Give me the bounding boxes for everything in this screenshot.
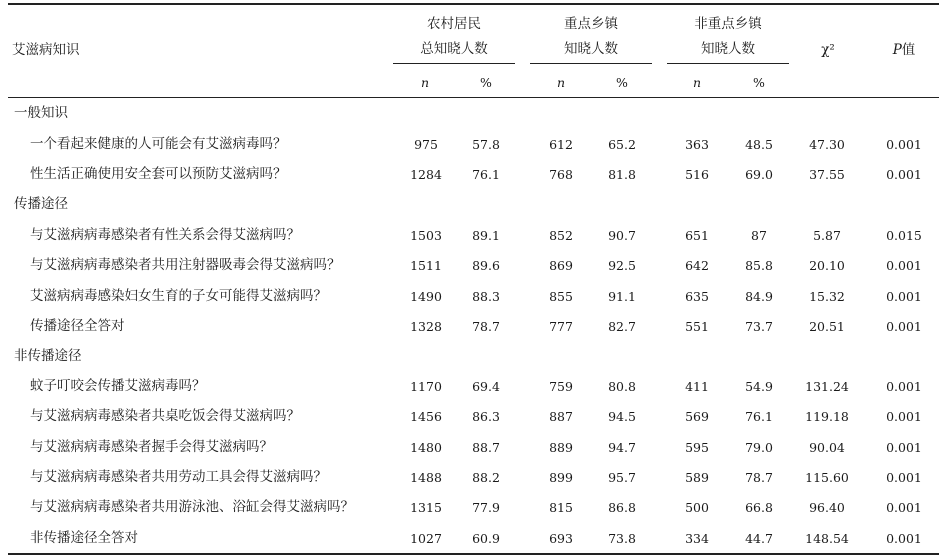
cell-p2: 95.7	[608, 470, 636, 485]
cell-p2: 90.7	[608, 228, 636, 243]
cell-chi2: 115.60	[805, 470, 849, 485]
cell-chi2: 90.04	[809, 440, 845, 455]
cell-p2: 81.8	[608, 167, 636, 182]
cell-p1: 88.3	[472, 289, 500, 304]
group-rule-rural	[393, 63, 515, 64]
cell-n1: 1511	[410, 258, 442, 273]
section-title: 非传播途径	[14, 348, 82, 364]
cell-n2: 777	[549, 319, 573, 334]
cell-n3: 569	[685, 409, 709, 424]
cell-p3: 69.0	[745, 167, 773, 182]
cell-p: 0.001	[886, 319, 922, 334]
cell-n2: 612	[549, 137, 573, 152]
cell-n1: 975	[414, 137, 438, 152]
cell-n1: 1456	[410, 409, 442, 424]
cell-p: 0.001	[886, 470, 922, 485]
cell-p: 0.015	[886, 228, 922, 243]
header-group-key-line1: 重点乡镇	[564, 16, 618, 32]
cell-p: 0.001	[886, 258, 922, 273]
table-row-label: 与艾滋病病毒感染者握手会得艾滋病吗？	[30, 439, 273, 455]
cell-p2: 80.8	[608, 379, 636, 394]
cell-p: 0.001	[886, 409, 922, 424]
top-rule	[8, 3, 939, 5]
cell-p1: 89.1	[472, 228, 500, 243]
table-row-label: 性生活正确使用安全套可以预防艾滋病吗？	[30, 166, 287, 182]
group-rule-nonkey	[667, 63, 789, 64]
cell-p1: 78.7	[472, 319, 500, 334]
cell-p2: 94.7	[608, 440, 636, 455]
table-row-label: 与艾滋病病毒感染者共桌吃饭会得艾滋病吗？	[30, 408, 300, 424]
header-chi2: χ²	[821, 42, 835, 58]
section-title: 一般知识	[14, 105, 68, 121]
subheader-pct-nonkey: %	[753, 75, 765, 90]
cell-p2: 94.5	[608, 409, 636, 424]
cell-n2: 815	[549, 500, 573, 515]
cell-p3: 78.7	[745, 470, 773, 485]
cell-chi2: 96.40	[809, 500, 845, 515]
cell-p: 0.001	[886, 531, 922, 546]
cell-chi2: 5.87	[813, 228, 841, 243]
cell-p: 0.001	[886, 440, 922, 455]
cell-n2: 768	[549, 167, 573, 182]
cell-p3: 85.8	[745, 258, 773, 273]
cell-n2: 855	[549, 289, 573, 304]
cell-n3: 516	[685, 167, 709, 182]
subheader-n-key: n	[556, 75, 566, 90]
header-group-rural-line2: 总知晓人数	[420, 41, 488, 57]
cell-p2: 92.5	[608, 258, 636, 273]
cell-p2: 82.7	[608, 319, 636, 334]
cell-n3: 551	[685, 319, 709, 334]
cell-chi2: 15.32	[809, 289, 845, 304]
header-p-italic: P	[892, 42, 902, 58]
cell-p: 0.001	[886, 167, 922, 182]
table-row-label: 与艾滋病病毒感染者有性关系会得艾滋病吗？	[30, 227, 300, 243]
cell-n1: 1315	[410, 500, 442, 515]
cell-p2: 91.1	[608, 289, 636, 304]
cell-chi2: 47.30	[809, 137, 845, 152]
cell-n1: 1027	[410, 531, 442, 546]
cell-n3: 642	[685, 258, 709, 273]
cell-p1: 57.8	[472, 137, 500, 152]
cell-p1: 76.1	[472, 167, 500, 182]
cell-p: 0.001	[886, 289, 922, 304]
cell-chi2: 131.24	[805, 379, 849, 394]
cell-p: 0.001	[886, 379, 922, 394]
cell-p3: 54.9	[745, 379, 773, 394]
cell-p1: 60.9	[472, 531, 500, 546]
cell-n2: 899	[549, 470, 573, 485]
cell-p1: 86.3	[472, 409, 500, 424]
cell-n2: 887	[549, 409, 573, 424]
cell-n3: 500	[685, 500, 709, 515]
cell-p1: 88.2	[472, 470, 500, 485]
cell-chi2: 119.18	[805, 409, 849, 424]
cell-chi2: 148.54	[805, 531, 849, 546]
cell-n3: 363	[685, 137, 709, 152]
subheader-n-nonkey: n	[692, 75, 702, 90]
bottom-rule	[8, 553, 939, 555]
header-p-value	[874, 38, 934, 62]
cell-p1: 88.7	[472, 440, 500, 455]
cell-chi2: 20.51	[809, 319, 845, 334]
table-row-label: 与艾滋病病毒感染者共用游泳池、浴缸会得艾滋病吗？	[30, 499, 354, 515]
cell-p3: 79.0	[745, 440, 773, 455]
cell-p3: 44.7	[745, 531, 773, 546]
subheader-pct-rural: %	[480, 75, 492, 90]
header-p-suffix: 值	[901, 42, 916, 58]
table-row-label: 传播途径全答对	[30, 318, 125, 334]
cell-n3: 595	[685, 440, 709, 455]
table-row-label: 蚊子叮咬会传播艾滋病毒吗？	[30, 378, 206, 394]
cell-p3: 73.7	[745, 319, 773, 334]
subheader-pct-key: %	[616, 75, 628, 90]
cell-p3: 48.5	[745, 137, 773, 152]
cell-n2: 889	[549, 440, 573, 455]
cell-p2: 65.2	[608, 137, 636, 152]
table-row-label: 艾滋病病毒感染妇女生育的子女可能得艾滋病吗？	[30, 288, 327, 304]
section-title: 传播途径	[14, 196, 68, 212]
cell-p: 0.001	[886, 137, 922, 152]
group-rule-key	[530, 63, 652, 64]
header-group-nonkey-line1: 非重点乡镇	[694, 16, 762, 32]
cell-chi2: 20.10	[809, 258, 845, 273]
cell-p3: 76.1	[745, 409, 773, 424]
cell-p: 0.001	[886, 500, 922, 515]
cell-n2: 869	[549, 258, 573, 273]
cell-n3: 635	[685, 289, 709, 304]
cell-p3: 84.9	[745, 289, 773, 304]
cell-p2: 73.8	[608, 531, 636, 546]
table-row-label: 一个看起来健康的人可能会有艾滋病毒吗？	[30, 136, 287, 152]
cell-p1: 89.6	[472, 258, 500, 273]
cell-n1: 1503	[410, 228, 442, 243]
cell-p1: 69.4	[472, 379, 500, 394]
cell-n1: 1490	[410, 289, 442, 304]
table-row-label: 与艾滋病病毒感染者共用注射器吸毒会得艾滋病吗？	[30, 257, 341, 273]
cell-n2: 852	[549, 228, 573, 243]
table-row-label: 非传播途径全答对	[30, 530, 138, 546]
cell-n2: 759	[549, 379, 573, 394]
cell-chi2: 37.55	[809, 167, 845, 182]
cell-n1: 1488	[410, 470, 442, 485]
cell-p1: 77.9	[472, 500, 500, 515]
cell-p2: 86.8	[608, 500, 636, 515]
cell-n3: 411	[685, 379, 709, 394]
header-group-nonkey-line2: 知晓人数	[701, 41, 755, 57]
cell-n1: 1480	[410, 440, 442, 455]
header-group-rural-line1: 农村居民	[427, 16, 481, 32]
cell-n3: 651	[685, 228, 709, 243]
cell-n3: 589	[685, 470, 709, 485]
cell-p3: 87	[751, 228, 767, 243]
header-group-key-line2: 知晓人数	[564, 41, 618, 57]
cell-n1: 1284	[410, 167, 442, 182]
header-rule	[8, 97, 939, 98]
cell-n3: 334	[685, 531, 709, 546]
subheader-n-rural: n	[420, 75, 430, 90]
cell-p3: 66.8	[745, 500, 773, 515]
cell-n1: 1170	[410, 379, 442, 394]
table-row-label: 与艾滋病病毒感染者共用劳动工具会得艾滋病吗？	[30, 469, 327, 485]
header-row-label: 艾滋病知识	[12, 42, 80, 58]
cell-n2: 693	[549, 531, 573, 546]
cell-n1: 1328	[410, 319, 442, 334]
